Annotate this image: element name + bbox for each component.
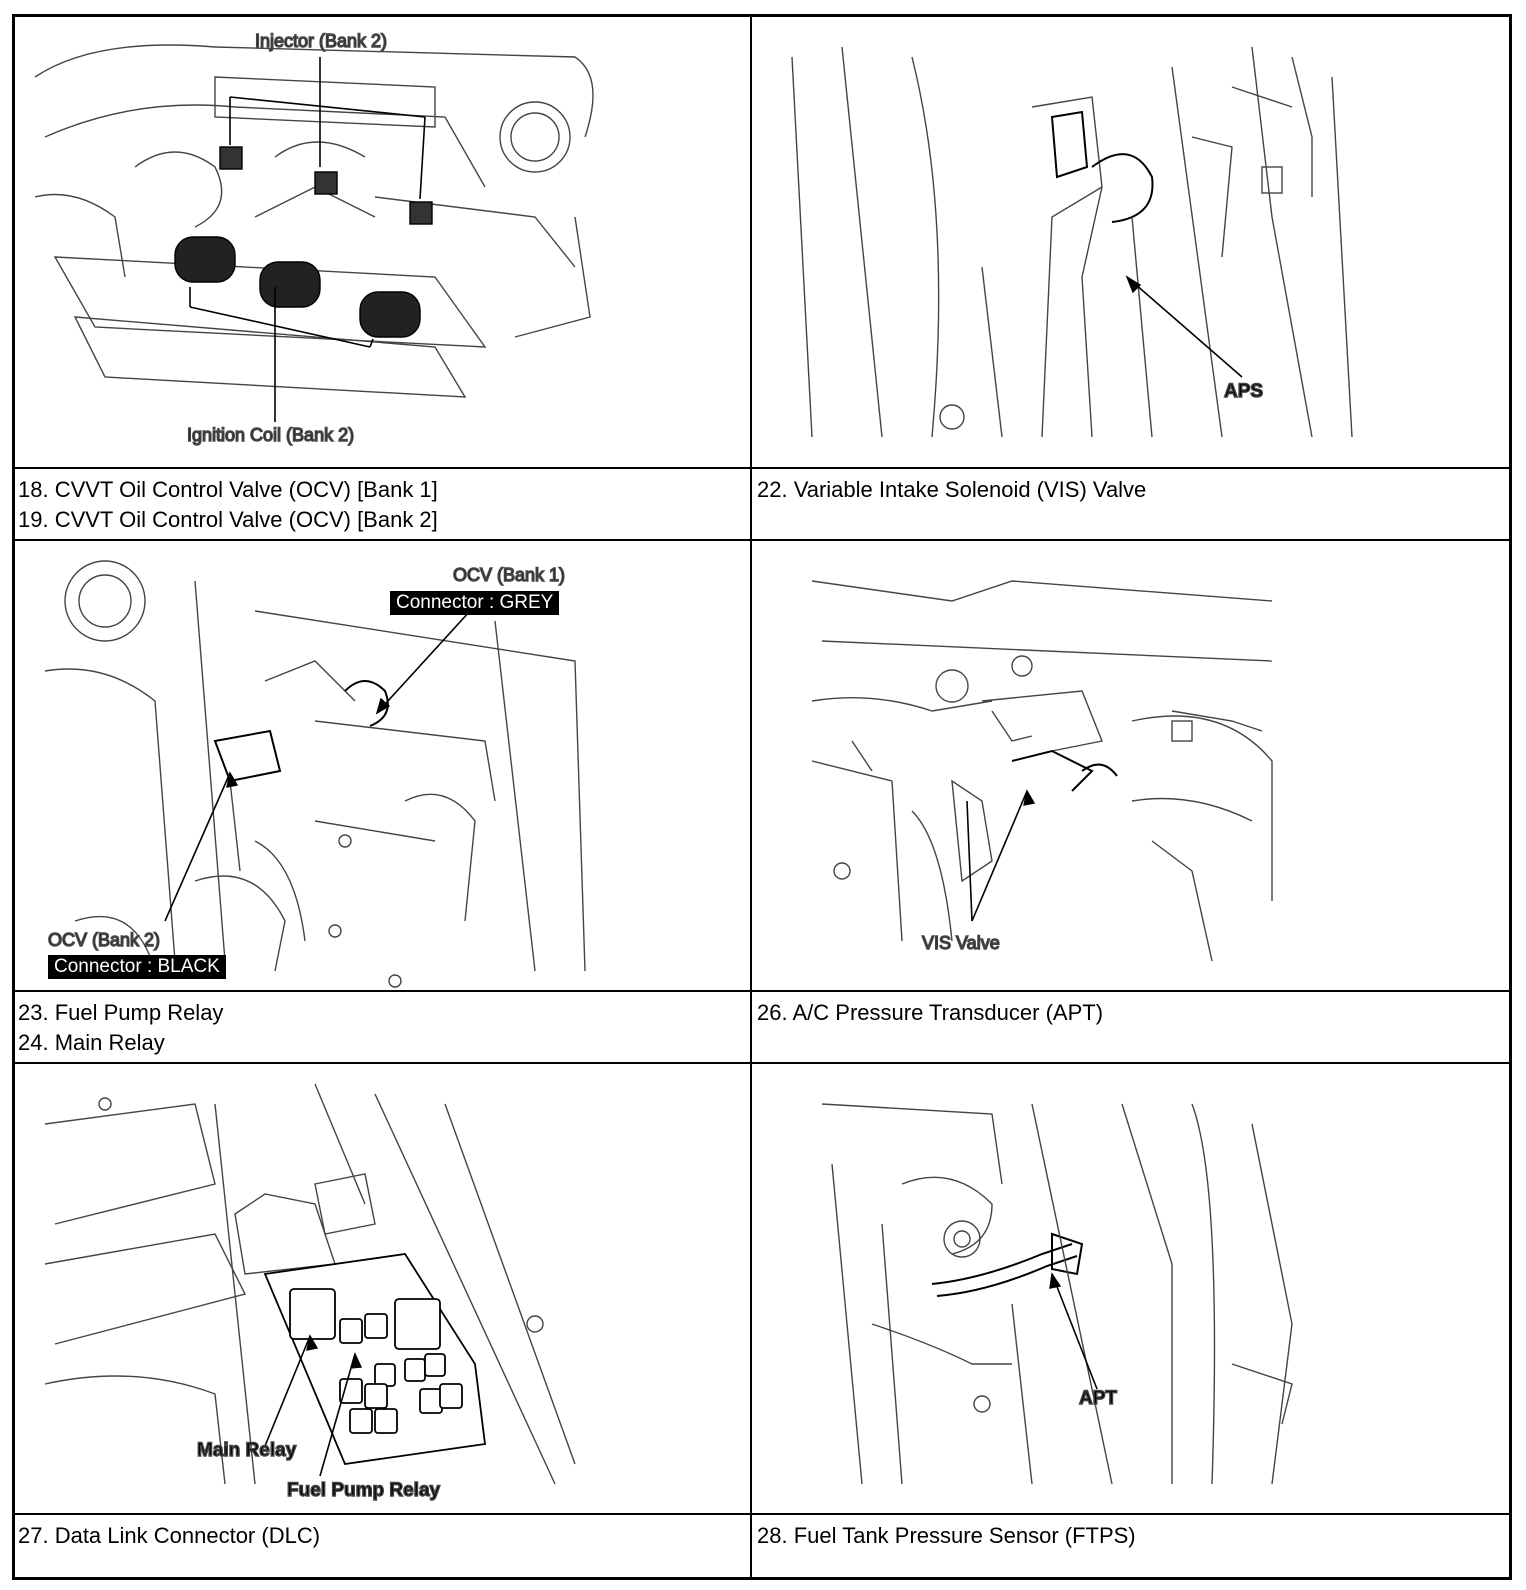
caption-item-22: 22. Variable Intake Solenoid (VIS) Valve: [757, 477, 1147, 502]
caption-27: [18, 1521, 320, 1551]
main-relay-label: Main Relay: [197, 1440, 297, 1461]
relay-box-illustration: [15, 1064, 750, 1513]
ocv-bank1-connector-badge: Connector : GREY: [390, 591, 559, 615]
row-divider-1a: [12, 467, 1512, 469]
caption-item-19: 19. CVVT Oil Control Valve (OCV) [Bank 2]: [18, 507, 438, 532]
vis-valve-illustration: [752, 541, 1509, 990]
caption-item-28: 28. Fuel Tank Pressure Sensor (FTPS): [757, 1523, 1136, 1548]
caption-item-26: 26. A/C Pressure Transducer (APT): [757, 1000, 1104, 1025]
fuel-pump-relay-label: Fuel Pump Relay: [287, 1480, 441, 1501]
caption-28: [757, 1521, 1136, 1551]
ocv-bank2-label: OCV (Bank 2): [48, 930, 161, 950]
caption-23-24: [18, 998, 223, 1058]
caption-item-23: 23. Fuel Pump Relay: [18, 1000, 224, 1025]
ocv-bank2-connector-badge: Connector : BLACK: [48, 955, 226, 979]
vis-valve-label: VIS Valve: [922, 933, 1000, 953]
row-divider-3a: [12, 1513, 1512, 1515]
apt-illustration: [752, 1064, 1509, 1513]
caption-item-18: 18. CVVT Oil Control Valve (OCV) [Bank 1]: [18, 477, 438, 502]
aps-label: APS: [1224, 381, 1264, 402]
ignition-coil-label: Ignition Coil (Bank 2): [187, 425, 355, 445]
caption-22: [757, 475, 1146, 505]
injector-coil-illustration: [15, 17, 750, 467]
ocv-bank1-label: OCV (Bank 1): [453, 565, 566, 585]
caption-18-19: [18, 475, 438, 535]
caption-26: [757, 998, 1103, 1028]
caption-item-27: 27. Data Link Connector (DLC): [18, 1523, 321, 1548]
injector-label: Injector (Bank 2): [255, 31, 388, 51]
ocv-illustration: [15, 541, 750, 990]
row-divider-2a: [12, 990, 1512, 992]
caption-item-24: 24. Main Relay: [18, 1030, 165, 1055]
apt-label: APT: [1079, 1388, 1117, 1409]
aps-illustration: [752, 17, 1509, 467]
